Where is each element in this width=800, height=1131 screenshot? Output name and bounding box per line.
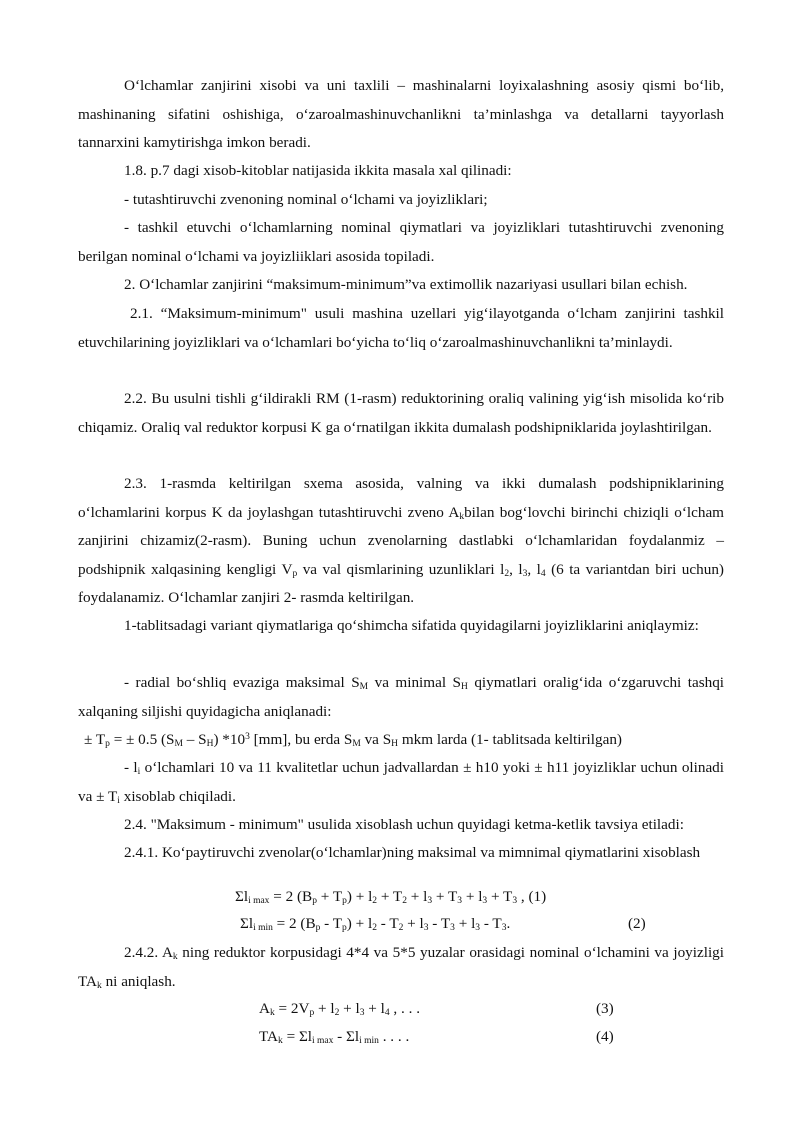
equation-3-number: (3)	[596, 1000, 614, 1017]
paragraph-2-3: 2.3. 1-rasmda keltirilgan sxema asosida, valning va ikki dumalash podshipniklarining o‘lchamlarini korpus K da joylashgan tutashtiruvchi zveno $A_kbilan$ bog‘lovchi birinchi chiziqli o‘lcham zanjirini chizamiz(2-rasm). Buning uchun zvenolarning dastlabki o‘lchamlaridan foydalanmiz – podshipnik xalqasining kengligi $V_p$ va val qismlarining uzunliklari $l_2$, $l_3$, $l_4$ (6 ta variantdan biri uchun) foydalanamiz. O‘lchamlar zanjiri 2- rasmda keltirilgan.	[78, 475, 724, 606]
equation-3: $A_k = 2V_p + l_2 + l_3 + l_4$ , . . .	[259, 1000, 420, 1018]
paragraph-2-4-2: 2.4.2. $A_k$ ning reduktor korpusidagi 4*4 va 5*5 yuzalar orasidagi nominal o‘lchamini va joyizligi $TA_k$ ni aniqlash.	[78, 944, 724, 991]
equation-4: $TA_k = \Sigma l_{i max} - \Sigma l_{i min}$ . . . .	[259, 1028, 410, 1046]
paragraph-task-1: - tutashtiruvchi zvenoning nominal o‘lchami va joyizliklari;	[124, 191, 488, 208]
paragraph-1-8: 1.8. p.7 dagi xisob-kitoblar natijasida ikkita masala xal qilinadi:	[124, 162, 512, 179]
paragraph-2-4: 2.4. "Maksimum - minimum" usulida xisoblash uchun quyidagi ketma-ketlik tavsiya etiladi:	[124, 816, 684, 833]
equation-1: $\Sigma l_{i max} = 2$ $(B_p + T_p) + l_2 + T_2 + l_3 + T_3 + l_3 + T_3$ , (1)	[235, 888, 547, 906]
equation-2-number: (2)	[628, 915, 646, 932]
paragraph-2-4-1: 2.4.1. Ko‘paytiruvchi zvenolar(o‘lchamlar)ning maksimal va mimnimal qiymatlarini xisoblash	[124, 844, 701, 861]
paragraph-section-2: 2. O‘lchamlar zanjirini “maksimum-minimum”va extimollik nazariyasi usullari bilan echish.	[124, 276, 688, 293]
paragraph-task-2: - tashkil etuvchi o‘lchamlarning nominal qiymatlari va joyizliklari tutashtiruvchi zvenoning berilgan nominal o‘lchami va joyizliiklari asosida topiladi.	[78, 219, 724, 265]
paragraph-table-1: 1-tablitsadagi variant qiymatlariga qo‘shimcha sifatida quyidagilarni joyizliklarini aniqlaymiz:	[124, 617, 699, 634]
paragraph-2-1: 2.1. “Maksimum-minimum" usuli mashina uzellari yig‘ilayotganda o‘lcham zanjirini tashkil etuvchilarining joyizliklari va o‘lchamlari bo‘yicha to‘liq o‘zaroalmashinuvchanlikni ta’minlaydi.	[78, 305, 724, 351]
paragraph-li-tolerances: - $l_i$ o‘lchamlari 10 va 11 kvalitetlar uchun jadvallardan ± h10 yoki ± h11 joyizliklar uchun olinadi va ± $T_i$ xisoblab chiqiladi.	[78, 759, 724, 806]
paragraph-intro: O‘lchamlar zanjirini xisobi va uni taxlili – mashinalarni loyixalashning asosiy qismi bo‘lib, mashinaning sifatini oshishiga, o‘zaroalmashinuvchanlikni ta’minlashga va detallarni tayyorlash tannarxini kamytirishga imkon beradi.	[78, 77, 724, 151]
equation-2: $\Sigma l_{i min} = 2$ $(B_p - T_p) + l_2 - T_2 + l_3 - T_3 + l_3 - T_3$.	[240, 915, 511, 933]
paragraph-radial-gap: - radial bo‘shliq evaziga maksimal $S_M$ va minimal $S_H$ qiymatlari oralig‘ida o‘zgaruvchi tashqi xalqaning siljishi quyidagicha aniqlanadi:	[78, 674, 725, 720]
paragraph-2-2: 2.2. Bu usulni tishli g‘ildirakli RM (1-rasm) reduktorining oraliq valining yig‘ish misolida ko‘rib chiqamiz. Oraliq val reduktor korpusi K ga o‘rnatilgan ikkita dumalash podshipniklarida joylashtirilgan.	[78, 390, 724, 436]
formula-tp: ± $T_p$ = ± 0.5 $(S_M - S_H)$ $*10^3$ [mm], bu erda $S_M$ va $S_H$ mkm larda (1- tablitsada keltirilgan)	[84, 731, 622, 749]
equation-4-number: (4)	[596, 1028, 614, 1045]
